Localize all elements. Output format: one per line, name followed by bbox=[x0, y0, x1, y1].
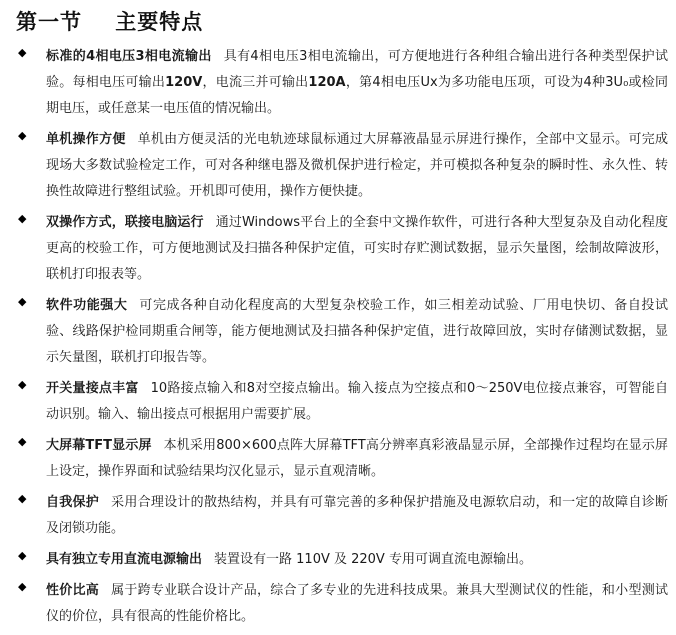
feature-body: 采用合理设计的散热结构，并具有可靠完善的多种保护措施及电源软启动，和一定的故障自诊断及闭锁功能。 bbox=[46, 495, 668, 536]
section-title: 主要特点 bbox=[115, 9, 204, 34]
diamond-bullet-icon: ◆ bbox=[18, 212, 27, 225]
diamond-bullet-icon: ◆ bbox=[18, 580, 27, 593]
feature-item bbox=[18, 44, 668, 122]
feature-heading: 大屏幕TFT显示屏 bbox=[46, 438, 152, 453]
diamond-bullet-icon: ◆ bbox=[18, 46, 27, 59]
diamond-bullet-icon: ◆ bbox=[18, 435, 27, 448]
feature-body: 装置设有一路 110V 及 220V 专用可调直流电源输出。 bbox=[214, 552, 532, 567]
feature-item bbox=[18, 547, 668, 573]
feature-heading: 自我保护 bbox=[46, 495, 100, 510]
feature-item bbox=[18, 376, 668, 428]
feature-heading: 软件功能强大 bbox=[46, 298, 128, 313]
feature-item bbox=[18, 578, 668, 630]
feature-heading: 开关量接点丰富 bbox=[46, 381, 139, 396]
feature-body: 属于跨专业联合设计产品，综合了多专业的先进科技成果。兼具大型测试仪的性能，和小型测试仪的价位，具有很高的性能价格比。 bbox=[46, 583, 668, 624]
diamond-bullet-icon: ◆ bbox=[18, 378, 27, 391]
feature-heading: 双操作方式，联接电脑运行 bbox=[46, 215, 204, 230]
diamond-bullet-icon: ◆ bbox=[18, 492, 27, 505]
feature-body: 本机采用800×600点阵大屏幕TFT高分辨率真彩液晶显示屏，全部操作过程均在显示屏上设定，操作界面和试验结果均汉化显示，显示直观清晰。 bbox=[46, 438, 668, 479]
feature-heading: 标准的4相电压3相电流输出 bbox=[46, 49, 212, 64]
feature-list bbox=[18, 44, 668, 635]
diamond-bullet-icon: ◆ bbox=[18, 129, 27, 142]
section-heading bbox=[16, 6, 203, 36]
feature-heading: 具有独立专用直流电源输出 bbox=[46, 552, 203, 567]
feature-item bbox=[18, 293, 668, 371]
diamond-bullet-icon: ◆ bbox=[18, 295, 27, 308]
feature-body: 通过Windows平台上的全套中文操作软件，可进行各种大型复杂及自动化程度更高的校验工作，可方便地测试及扫描各种保护定值，可实时存贮测试数据，显示矢量图，绘制故障波形，联机打印报表等。 bbox=[46, 215, 668, 282]
feature-body: 单机由方便灵活的光电轨迹球鼠标通过大屏幕液晶显示屏进行操作，全部中文显示。可完成现场大多数试验检定工作，可对各种继电器及微机保护进行检定，并可模拟各种复杂的瞬时性、永久性、转换性故障进行整组试验。开机即可使用，操作方便快捷。 bbox=[46, 132, 668, 199]
feature-body: 可完成各种自动化程度高的大型复杂校验工作，如三相差动试验、厂用电快切、备自投试验、线路保护检同期重合闸等，能方便地测试及扫描各种保护定值，进行故障回放，实时存储测试数据，显示矢量图，联机打印报告等。 bbox=[46, 298, 668, 365]
feature-item bbox=[18, 490, 668, 542]
feature-heading: 单机操作方便 bbox=[46, 132, 126, 147]
feature-body: 具有4相电压3相电流输出，可方便地进行各种组合输出进行各种类型保护试验。每相电压可输出120V，电流三并可输出120A，第4相电压Ux为多功能电压项，可设为4种3U₀或检同期电压，或任意某一电压值的情况输出。 bbox=[46, 49, 668, 116]
feature-heading: 性价比高 bbox=[46, 583, 100, 598]
diamond-bullet-icon: ◆ bbox=[18, 549, 27, 562]
feature-item bbox=[18, 210, 668, 288]
feature-item bbox=[18, 127, 668, 205]
feature-body: 10路接点输入和8对空接点输出。输入接点为空接点和0～250V电位接点兼容，可智能自动识别。输入、输出接点可根据用户需要扩展。 bbox=[46, 381, 668, 422]
section-number: 第一节 bbox=[16, 9, 82, 34]
feature-item bbox=[18, 433, 668, 485]
